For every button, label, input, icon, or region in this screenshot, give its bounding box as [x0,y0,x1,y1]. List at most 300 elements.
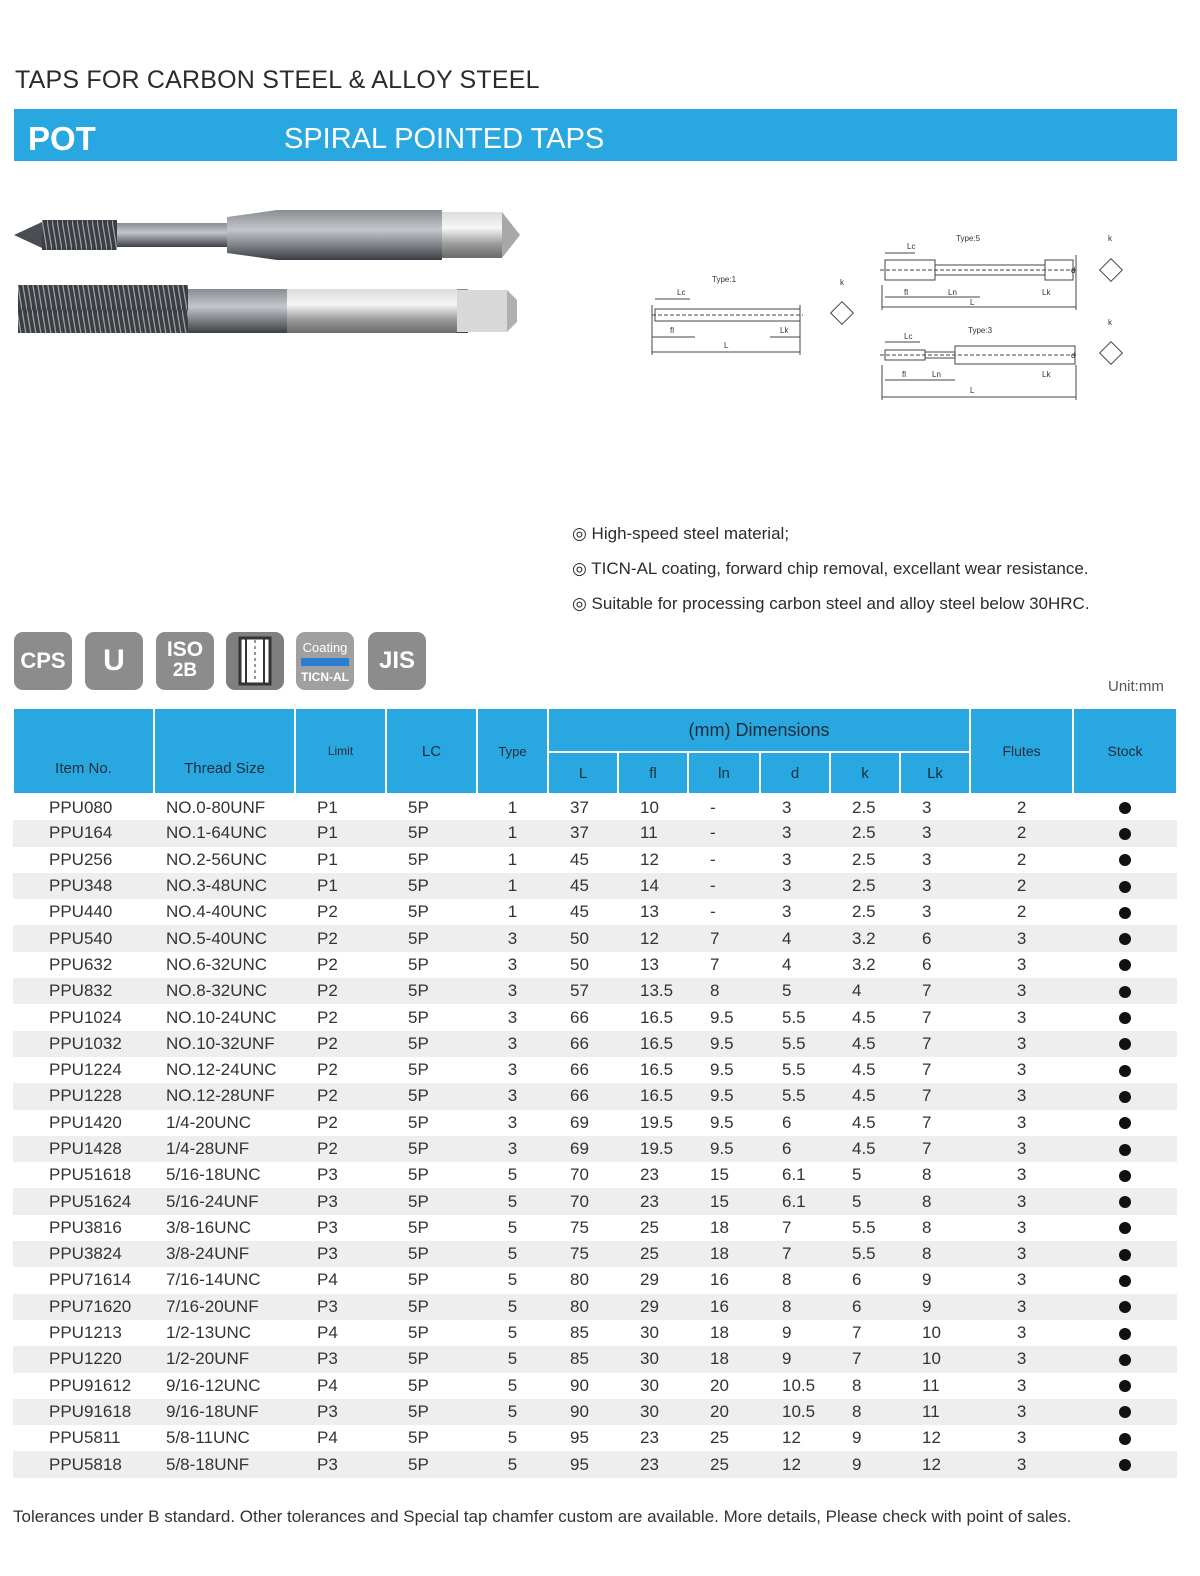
cell-ln: - [688,820,760,846]
col-ln: ln [688,752,760,794]
cell-l: 57 [548,978,618,1004]
iso-2b-badge: ISO 2B [156,632,214,690]
cell-lc: 5P [386,1346,477,1372]
in-stock-dot-icon [1119,1275,1131,1287]
cell-flutes: 3 [970,1031,1073,1057]
cell-fl: 23 [618,1451,688,1477]
cell-fl: 25 [618,1241,688,1267]
cell-thread-size: 7/16-14UNC [166,1270,261,1290]
cell-stock [1073,1004,1177,1030]
cell-limit: P3 [295,1399,386,1425]
cell-ln: 16 [688,1294,760,1320]
cell-ln: 18 [688,1241,760,1267]
table-row [13,1004,1177,1030]
cell-d: 8 [782,1270,792,1290]
cell-fl: 23 [640,1428,659,1448]
cell-lk: 7 [900,1031,970,1057]
cell-thread-size: NO.0-80UNF [166,797,266,817]
cell-limit: P1 [317,797,338,817]
cell-fl: 30 [618,1399,688,1425]
cell-limit: P2 [317,1112,338,1132]
in-stock-dot-icon [1119,1144,1131,1156]
type1-title: Type:1 [712,275,737,284]
cell-stock [1073,899,1177,925]
cell-type: 5 [507,1270,518,1290]
cell-d: 5.5 [782,1060,806,1080]
cell-ln: 18 [688,1346,760,1372]
cell-stock [1073,1241,1177,1267]
cell-k: 2.5 [852,797,876,817]
cell-thread-size: NO.4-40UNC [166,902,268,922]
cell-l: 50 [570,954,589,974]
cell-flutes: 2 [970,820,1073,846]
cell-limit: P1 [317,849,338,869]
cell-item-no: PPU632 [49,954,113,974]
cell-thread-size: 9/16-18UNF [154,1399,295,1425]
table-row [13,899,1177,925]
cell-d: 10.5 [782,1375,816,1395]
cell-ln: - [710,849,716,869]
cell-limit: P2 [317,1060,338,1080]
cell-type: 3 [477,1031,548,1057]
cell-thread-size: 9/16-12UNC [166,1375,261,1395]
cell-flutes: 3 [1016,1428,1027,1448]
in-stock-dot-icon [1119,828,1131,840]
product-code: POT [28,120,96,157]
cell-l: 37 [570,797,589,817]
cell-item-no: PPU5811 [49,1428,121,1448]
cell-k: 6 [830,1294,900,1320]
cell-type: 3 [477,925,548,951]
in-stock-dot-icon [1119,1065,1131,1077]
cell-l: 85 [548,1346,618,1372]
cell-stock [1073,847,1177,873]
in-stock-dot-icon [1119,1170,1131,1182]
cell-thread-size: 1/2-20UNF [154,1346,295,1372]
cell-lc: 5P [386,1399,477,1425]
cell-item-no: PPU348 [13,873,154,899]
cell-thread-size: 5/16-24UNF [154,1188,295,1214]
cell-d: 7 [760,1241,830,1267]
cell-stock [1073,1136,1177,1162]
cell-ln: 7 [688,925,760,951]
cell-fl: 16.5 [618,1083,688,1109]
type3-square-end [1100,342,1123,365]
cell-lk: 8 [900,1188,970,1214]
in-stock-dot-icon [1119,933,1131,945]
cell-stock [1073,1399,1177,1425]
cell-type: 5 [477,1346,548,1372]
cell-k: 4.5 [830,1136,900,1162]
cell-item-no: PPU440 [49,902,113,922]
cell-l: 66 [570,1060,589,1080]
table-row [13,1136,1177,1162]
cell-limit: P3 [295,1241,386,1267]
cell-lc: 5P [408,1428,429,1448]
cell-flutes: 3 [1016,1007,1027,1027]
cell-lk: 3 [922,849,932,869]
cell-k: 3.2 [852,954,876,974]
in-stock-dot-icon [1119,1406,1131,1418]
cell-d: 5.5 [760,1083,830,1109]
cell-lk: 7 [922,1060,932,1080]
upper-tap-end [502,212,520,258]
cell-l: 37 [548,820,618,846]
cell-k: 2.5 [830,873,900,899]
unit-label: Unit:mm [1108,678,1164,695]
cell-stock [1073,820,1177,846]
table-row [13,952,1177,978]
cell-flutes: 3 [970,1346,1073,1372]
cell-type: 5 [477,1451,548,1477]
cell-lk: 11 [922,1375,940,1395]
col-lc: LC [386,708,477,794]
cell-limit: P2 [317,1007,338,1027]
cell-stock [1073,873,1177,899]
type3-ln-label: Ln [932,370,941,379]
cell-lk: 11 [900,1399,970,1425]
table-row [13,847,1177,873]
jis-badge: JIS [368,632,426,690]
cell-thread-size: 5/8-11UNC [166,1428,250,1448]
cell-lc: 5P [408,797,429,817]
cell-limit: P4 [317,1270,338,1290]
cell-lk: 6 [900,925,970,951]
table-row [13,1188,1177,1214]
cell-fl: 16.5 [640,1007,674,1027]
cell-lc: 5P [408,1217,429,1237]
cell-thread-size: 5/16-18UNC [166,1165,261,1185]
table-row [13,1031,1177,1057]
cell-ln: 9.5 [710,1112,734,1132]
feature-item: ◎ Suitable for processing carbon steel and alloy steel below 30HRC. [572,594,1090,613]
cell-d: 5.5 [760,1031,830,1057]
cell-fl: 30 [640,1375,659,1395]
cell-flutes: 3 [1016,1323,1027,1343]
cell-fl: 29 [640,1270,659,1290]
cell-ln: 20 [710,1375,729,1395]
col-item-no: Item No. [13,708,154,794]
cell-flutes: 3 [1016,954,1027,974]
cell-k: 6 [852,1270,862,1290]
type1-fl-label: fl [670,326,674,335]
cell-thread-size: 3/8-16UNC [166,1217,252,1237]
cell-item-no: PPU3824 [13,1241,154,1267]
cell-lk: 12 [922,1428,941,1448]
cell-limit: P1 [295,873,386,899]
cell-l: 45 [548,873,618,899]
cell-d: 3 [782,797,792,817]
cell-k: 4.5 [852,1060,876,1080]
product-name: SPIRAL POINTED TAPS [284,123,605,155]
cell-flutes: 3 [1016,1217,1027,1237]
in-stock-dot-icon [1119,986,1131,998]
in-stock-dot-icon [1119,854,1131,866]
table-row [13,794,1177,820]
table-row [13,1320,1177,1346]
in-stock-dot-icon [1119,1222,1131,1234]
cell-lc: 5P [408,1375,429,1395]
cell-limit: P4 [317,1323,338,1343]
cell-stock [1073,1425,1177,1451]
cell-type: 1 [507,797,518,817]
cell-d: 3 [782,902,792,922]
cell-flutes: 3 [1016,1112,1027,1132]
col-l: L [548,752,618,794]
cell-fl: 19.5 [618,1136,688,1162]
cell-stock [1073,1057,1177,1083]
cell-k: 4.5 [830,1031,900,1057]
cell-type: 5 [507,1375,518,1395]
cell-fl: 13 [640,902,659,922]
cell-d: 9 [760,1346,830,1372]
cell-lc: 5P [386,1451,477,1477]
cell-item-no: PPU256 [49,849,113,869]
table-row [13,1083,1177,1109]
type5-fl-label: fl [904,288,908,297]
upper-tap-tip [14,222,42,248]
cell-lk: 8 [922,1165,932,1185]
cell-fl: 14 [618,873,688,899]
lower-tap-square [457,290,507,332]
cell-l: 85 [570,1323,589,1343]
cell-type: 5 [507,1165,518,1185]
cell-lk: 7 [922,1007,932,1027]
cell-lk: 7 [922,1112,932,1132]
in-stock-dot-icon [1119,1091,1131,1103]
cell-thread-size: NO.12-24UNC [166,1060,277,1080]
cell-thread-size: NO.8-32UNC [154,978,295,1004]
cell-limit: P2 [317,954,338,974]
type3-fl-label: fl [902,370,906,379]
cell-l: 70 [548,1188,618,1214]
cell-flutes: 2 [1016,902,1027,922]
cell-item-no: PPU51618 [49,1165,132,1185]
cell-l: 69 [548,1136,618,1162]
cell-ln: 9.5 [688,1136,760,1162]
cell-stock [1073,1346,1177,1372]
cell-thread-size: 1/4-28UNF [154,1136,295,1162]
cell-limit: P2 [295,1083,386,1109]
upper-tap-square [442,212,502,258]
product-banner [14,109,1177,161]
cell-ln: 9.5 [710,1007,734,1027]
in-stock-dot-icon [1119,802,1131,814]
cell-limit: P3 [295,1346,386,1372]
cell-lk: 9 [922,1270,932,1290]
cell-fl: 13.5 [618,978,688,1004]
cell-l: 66 [570,1007,589,1027]
cell-thread-size: NO.1-64UNC [154,820,295,846]
cell-type: 5 [507,1217,518,1237]
cell-fl: 30 [618,1346,688,1372]
cell-flutes: 2 [1016,797,1027,817]
cell-flutes: 3 [970,1136,1073,1162]
cell-l: 90 [570,1375,589,1395]
cell-lc: 5P [386,978,477,1004]
cell-l: 70 [570,1165,589,1185]
cell-k: 8 [852,1375,862,1395]
cell-flutes: 3 [1016,1375,1027,1395]
cell-flutes: 3 [1016,1060,1027,1080]
cell-flutes: 2 [1016,849,1027,869]
cell-ln: 18 [710,1217,729,1237]
cell-l: 95 [570,1428,589,1448]
cell-fl: 29 [618,1294,688,1320]
cell-type: 5 [477,1188,548,1214]
cell-thread-size: 5/8-18UNF [154,1451,295,1477]
cell-k: 5.5 [830,1241,900,1267]
col-flutes: Flutes [970,708,1073,794]
cell-type: 3 [507,1112,518,1132]
cell-lc: 5P [408,1270,429,1290]
table-row [13,1267,1177,1293]
spec-table-body [13,794,1177,1478]
cell-item-no: PPU1428 [13,1136,154,1162]
cell-ln: 25 [710,1428,729,1448]
spec-table [12,707,1178,1478]
cell-lc: 5P [386,820,477,846]
cell-type: 1 [477,873,548,899]
table-row [13,1451,1177,1477]
feature-item: ◎ TICN-AL coating, forward chip removal, excellant wear resistance. [572,559,1089,578]
cell-thread-size: NO.5-40UNC [154,925,295,951]
table-row [13,1399,1177,1425]
cell-lk: 7 [900,978,970,1004]
cell-d: 5.5 [782,1007,806,1027]
cell-fl: 12 [640,849,659,869]
cps-badge: CPS [14,632,72,690]
cell-stock [1073,1451,1177,1477]
type5-d-label: d [1071,266,1076,275]
cell-lk: 3 [900,820,970,846]
cell-stock [1073,1162,1177,1188]
cell-d: 7 [782,1217,792,1237]
cell-flutes: 3 [970,1241,1073,1267]
cell-lk: 6 [922,954,932,974]
cell-thread-size: 1/4-20UNC [166,1112,252,1132]
table-row [13,820,1177,846]
cell-type: 3 [477,1083,548,1109]
in-stock-dot-icon [1119,1038,1131,1050]
cell-item-no: PPU71614 [49,1270,132,1290]
table-row [13,1241,1177,1267]
type5-outline [880,253,1078,310]
cell-type: 1 [507,849,518,869]
cell-lc: 5P [386,1083,477,1109]
cell-stock [1073,1110,1177,1136]
cell-d: 12 [760,1451,830,1477]
cell-lk: 10 [922,1323,941,1343]
cell-lc: 5P [386,1136,477,1162]
type3-l-label: L [970,386,975,395]
cell-stock [1073,1188,1177,1214]
cell-item-no: PPU91618 [13,1399,154,1425]
cell-limit: P2 [317,902,338,922]
cell-limit: P4 [317,1428,338,1448]
cell-type: 3 [477,978,548,1004]
col-d: d [760,752,830,794]
col-type: Type [477,708,548,794]
cell-item-no: PPU832 [13,978,154,1004]
table-row [13,873,1177,899]
cell-ln: 15 [688,1188,760,1214]
cell-thread-size: NO.12-28UNF [154,1083,295,1109]
cell-lc: 5P [408,849,429,869]
cell-thread-size: NO.10-24UNC [166,1007,277,1027]
cell-item-no: PPU540 [13,925,154,951]
cell-k: 2.5 [852,902,876,922]
cell-stock [1073,1215,1177,1241]
cell-stock [1073,978,1177,1004]
type1-lk-label: Lk [780,326,789,335]
table-row [13,1162,1177,1188]
cell-ln: 16 [710,1270,729,1290]
cell-item-no: PPU5818 [13,1451,154,1477]
category-title: TAPS FOR CARBON STEEL & ALLOY STEEL [15,66,540,94]
cell-k: 9 [830,1451,900,1477]
cell-limit: P3 [317,1217,338,1237]
type5-lk-label: Lk [1042,288,1051,297]
cell-thread-size: NO.10-32UNF [154,1031,295,1057]
table-row [13,1215,1177,1241]
cell-lk: 8 [922,1217,932,1237]
cell-ln: - [710,797,716,817]
cell-d: 3 [782,849,792,869]
technical-drawings [630,225,1150,410]
coating-badge: Coating TICN-AL [296,632,354,690]
lower-tap-end [507,290,517,332]
cell-d: 4 [760,925,830,951]
in-stock-dot-icon [1119,1196,1131,1208]
cell-fl: 10 [640,797,659,817]
cell-k: 4.5 [852,1007,876,1027]
cell-d: 4 [782,954,792,974]
upper-tap-neck [117,223,227,247]
in-stock-dot-icon [1119,1459,1131,1471]
col-fl: fl [618,752,688,794]
cell-lc: 5P [386,1241,477,1267]
cell-fl: 23 [640,1165,659,1185]
table-row [13,925,1177,951]
cell-item-no: PPU51624 [13,1188,154,1214]
cell-limit: P3 [295,1188,386,1214]
cell-thread-size: NO.2-56UNC [166,849,268,869]
cell-type: 1 [477,820,548,846]
cell-flutes: 3 [970,1188,1073,1214]
cell-ln: 9.5 [688,1083,760,1109]
type1-l-label: L [724,341,729,350]
type3-d-label: d [1071,351,1076,360]
cell-fl: 11 [618,820,688,846]
cell-ln: 18 [710,1323,729,1343]
col-lk: Lk [900,752,970,794]
cell-lk: 9 [900,1294,970,1320]
cell-item-no: PPU91612 [49,1375,132,1395]
cell-fl: 19.5 [640,1112,674,1132]
cell-type: 3 [507,1060,518,1080]
table-row [13,1425,1177,1451]
cell-limit: P3 [317,1165,338,1185]
cell-lc: 5P [408,1060,429,1080]
cell-limit: P2 [295,978,386,1004]
shank-type-icon [226,632,284,690]
cell-k: 2.5 [852,849,876,869]
table-row [13,1294,1177,1320]
cell-thread-size: NO.6-32UNC [166,954,268,974]
cell-k: 3.2 [830,925,900,951]
cell-item-no: PPU3816 [49,1217,122,1237]
